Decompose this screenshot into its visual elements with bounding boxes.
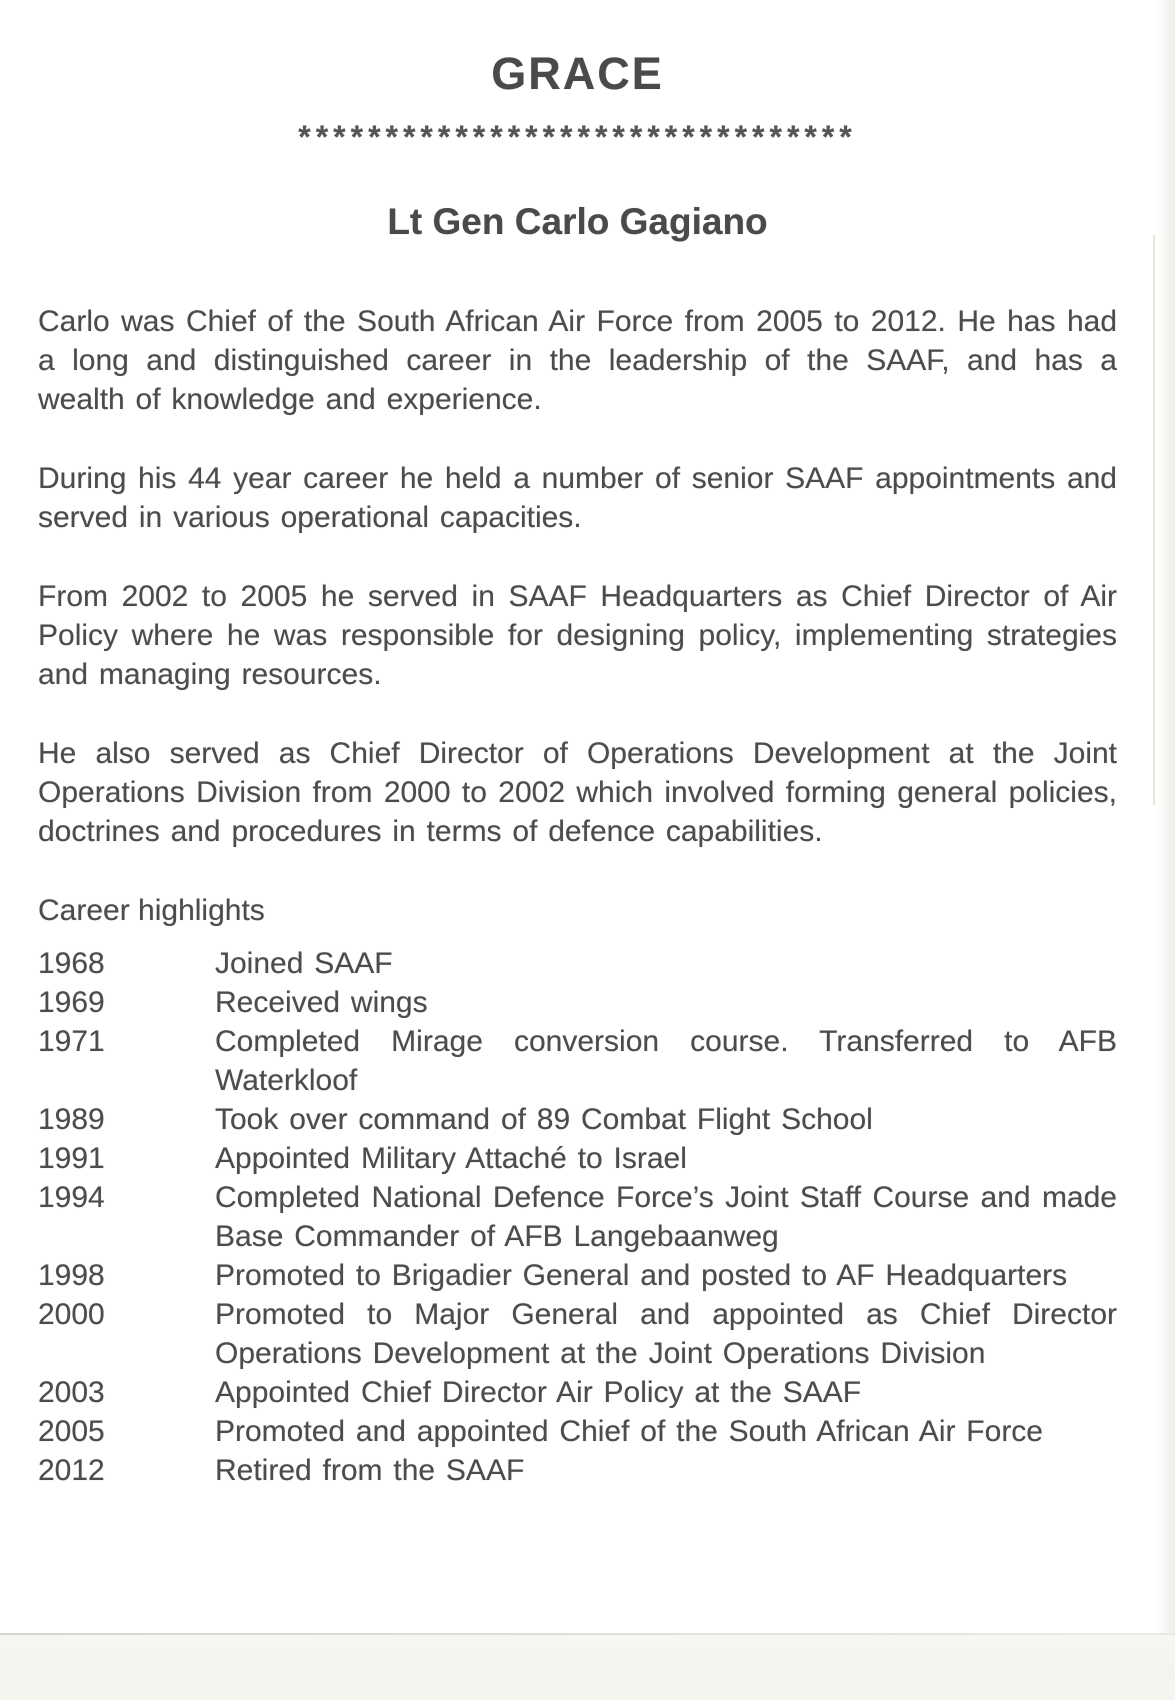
timeline-event: Appointed Chief Director Air Policy at the SAAF [215, 1376, 862, 1409]
document-content [0, 48, 1175, 1490]
timeline-year: 1968 [38, 947, 105, 980]
scan-artifact-right-line [1153, 235, 1155, 805]
paragraph: Carlo was Chief of the South African Air Force from 2005 to 2012. He has had a long and distinguished career in the leadership of the SAAF, and has a wealth of knowledge and experience. [38, 305, 1117, 416]
biography-paragraphs [38, 302, 1117, 851]
timeline-year: 1998 [38, 1259, 105, 1292]
person-name-subheading: Lt Gen Carlo Gagiano [387, 201, 768, 242]
timeline-year: 1991 [38, 1142, 105, 1175]
timeline-year: 2012 [38, 1454, 105, 1487]
timeline-event: Completed Mirage conversion course. Transferred to AFB Waterkloof [215, 1025, 1117, 1097]
timeline-year: 1989 [38, 1103, 105, 1136]
timeline-year: 2003 [38, 1376, 105, 1409]
career-highlights-heading: Career highlights [38, 894, 265, 927]
timeline-year: 1969 [38, 986, 105, 1019]
timeline-event: Promoted to Brigadier General and posted to AF Headquarters [215, 1259, 1068, 1292]
timeline-event: Completed National Defence Force’s Joint Staff Course and made Base Commander of AFB Langebaanweg [215, 1181, 1117, 1253]
timeline-event: Received wings [215, 986, 428, 1019]
paragraph: From 2002 to 2005 he served in SAAF Headquarters as Chief Director of Air Policy where he was responsible for designing policy, implementing strategies and managing resources. [38, 580, 1117, 691]
timeline-event: Promoted and appointed Chief of the South African Air Force [215, 1415, 1043, 1448]
scan-artifact-bottom-band [0, 1635, 1175, 1700]
timeline-year: 1971 [38, 1025, 105, 1058]
paragraph: He also served as Chief Director of Operations Development at the Joint Operations Division from 2000 to 2002 which involved forming general policies, doctrines and procedures in terms of defence capabilities. [38, 737, 1117, 848]
timeline-year: 1994 [38, 1181, 105, 1214]
timeline-event: Promoted to Major General and appointed as Chief Director Operations Development at the Joint Operations Division [215, 1298, 1117, 1370]
career-timeline [38, 944, 1117, 1490]
timeline-event: Took over command of 89 Combat Flight School [215, 1103, 873, 1136]
timeline-year: 2005 [38, 1415, 105, 1448]
paragraph: During his 44 year career he held a number of senior SAAF appointments and served in various operational capacities. [38, 462, 1117, 534]
timeline-event: Joined SAAF [215, 947, 393, 980]
document-heading: GRACE [491, 48, 664, 99]
asterisk-separator: ******************************** [298, 119, 857, 155]
timeline-event: Retired from the SAAF [215, 1454, 525, 1487]
scan-artifact-right-edge [1157, 0, 1175, 1700]
timeline-year: 2000 [38, 1298, 105, 1331]
timeline-event: Appointed Military Attaché to Israel [215, 1142, 687, 1175]
